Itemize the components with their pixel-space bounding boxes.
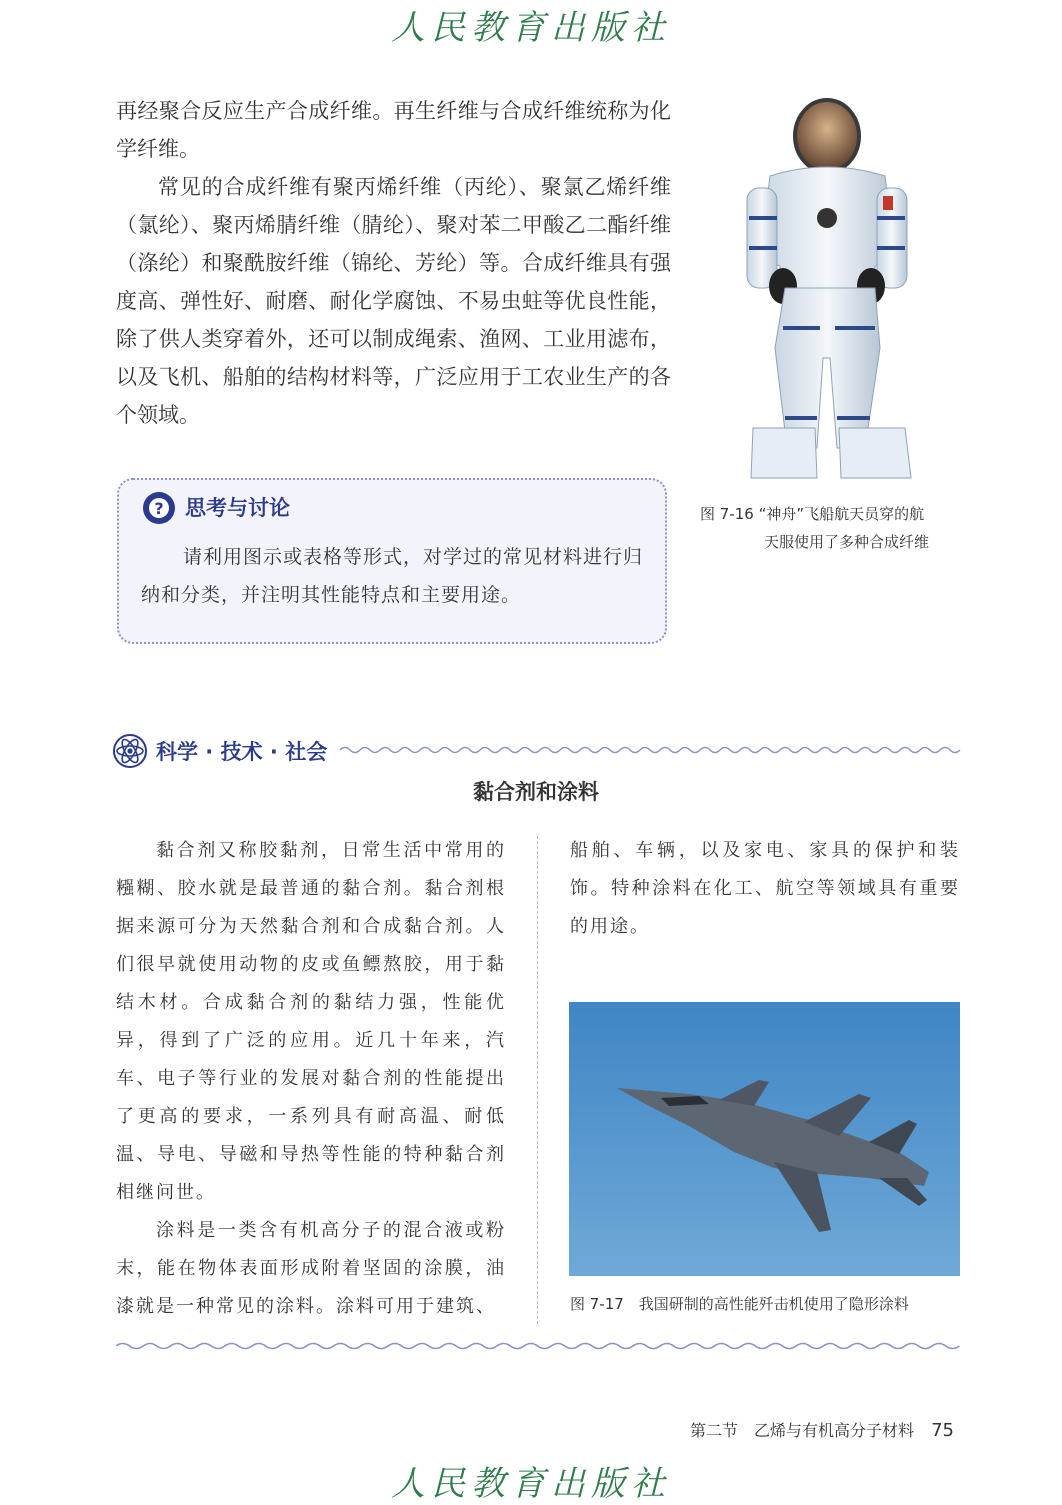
think-discuss-box (117, 478, 667, 644)
think-discuss-title: 思考与讨论 (185, 496, 290, 520)
figure-16-caption-line2: 天服使用了多种合成纤维 (764, 533, 930, 551)
page-number: 75 (931, 1420, 955, 1441)
column-divider (537, 836, 538, 1324)
stealth-fighter-jet-photo (569, 1002, 960, 1276)
figure-16-caption (700, 500, 970, 556)
column1-paragraph2: 涂料是一类含有机高分子的混合液或粉末，能在物体表面形成附着坚固的涂膜，油漆就是一种常见的涂料。涂料可用于建筑、 (116, 1220, 506, 1317)
publisher-watermark-bottom: 人民教育出版社 (391, 1464, 671, 1504)
page-footer (690, 1418, 954, 1441)
think-discuss-text: 请利用图示或表格等形式，对学过的常见材料进行归纳和分类，并注明其性能特点和主要用途。 (141, 546, 644, 606)
body-paragraph-1: 再经聚合反应生产合成纤维。再生纤维与合成纤维统称为化学纤维。 (116, 99, 671, 161)
wavy-divider-bottom (116, 1340, 962, 1352)
column2-paragraph1: 船舶、车辆，以及家电、家具的保护和装饰。特种涂料在化工、航空等领域具有重要的用途。 (570, 840, 960, 937)
wavy-divider-top (340, 744, 962, 756)
footer-section-title: 第二节 乙烯与有机高分子材料 (690, 1421, 915, 1440)
discussion-icon (141, 490, 177, 526)
atom-icon (112, 733, 148, 769)
body-paragraph-2: 常见的合成纤维有聚丙烯纤维（丙纶）、聚氯乙烯纤维（氯纶）、聚丙烯腈纤维（腈纶）、聚对苯二甲酸乙二酯纤维（涤纶）和聚酰胺纤维（锦纶、芳纶）等。合成纤维具有强度高、弹性好、耐磨、耐化学腐蚀、不易虫蛀等优良性能，除了供人类穿着外，还可以制成绳索、渔网、工业用滤布，以及飞机、船舶的结构材料等，广泛应用于工农业生产的各个领域。 (116, 175, 671, 427)
svg-text:?: ? (154, 499, 164, 518)
publisher-watermark-top: 人民教育出版社 (391, 8, 671, 48)
figure-17-caption: 图 7-17 我国研制的高性能歼击机使用了隐形涂料 (570, 1295, 909, 1313)
sts-section-title: 科学 · 技术 · 社会 (156, 740, 328, 764)
astronaut-spacesuit-photo (725, 98, 935, 490)
column1-paragraph1: 黏合剂又称胶黏剂，日常生活中常用的糨糊、胶水就是最普通的黏合剂。黏合剂根据来源可分为天然黏合剂和合成黏合剂。人们很早就使用动物的皮或鱼鳔熬胶，用于黏结木材。合成黏合剂的黏结力强，性能优异，得到了广泛的应用。近几十年来，汽车、电子等行业的发展对黏合剂的性能提出了更高的要求，一系列具有耐高温、耐低温、导电、导磁和导热等性能的特种黏合剂相继问世。 (116, 840, 506, 1203)
figure-16-caption-line1: 图 7-16 “神舟”飞船航天员穿的航 (700, 505, 925, 523)
article-title: 黏合剂和涂料 (473, 780, 599, 804)
